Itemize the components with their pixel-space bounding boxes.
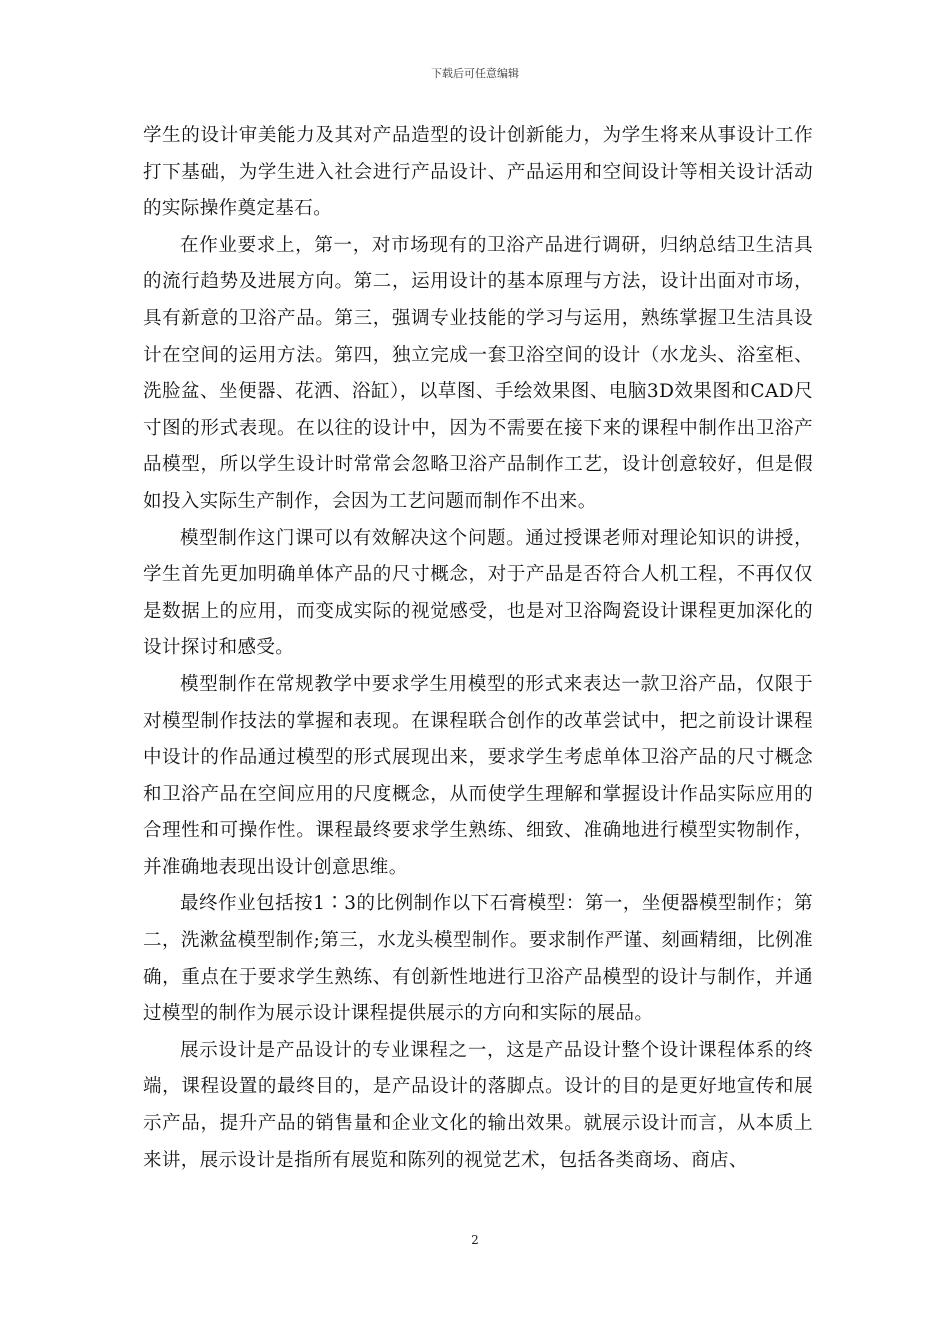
paragraph-1: 学生的设计审美能力及其对产品造型的设计创新能力，为学生将来从事设计工作打下基础，为学生进入社会进行产品设计、产品运用和空间设计等相关设计活动的实际操作奠定基石。 xyxy=(143,125,813,220)
paragraph-4: 模型制作在常规教学中要求学生用模型的形式来表达一款卫浴产品，仅限于对模型制作技法的掌握和表现。在课程联合创作的改革尝试中，把之前设计课程中设计的作品通过模型的形式展现出来，要求学生考虑单体卫浴产品的尺寸概念和卫浴产品在空间应用的尺度概念，从而使学生理解和掌握设计作品实际应用的合理性和可操作性。课程最终要求学生熟练、细致、准确地进行模型实物制作，并准确地表现出设计创意思维。 xyxy=(143,673,813,878)
paragraph-2: 在作业要求上，第一，对市场现有的卫浴产品进行调研，归纳总结卫生洁具的流行趋势及进展方向。第二，运用设计的基本原理与方法，设计出面对市场，具有新意的卫浴产品。第三，强调专业技能的学习与运用，熟练掌握卫生洁具设计在空间的运用方法。第四，独立完成一套卫浴空间的设计（水龙头、浴室柜、洗脸盆、坐便器、花洒、浴缸），以草图、手绘效果图、电脑3D效果图和CAD尺寸图的形式表现。在以往的设计中，因为不需要在接下来的课程中制作出卫浴产品模型，所以学生设计时常常会忽略卫浴产品制作工艺，设计创意较好，但是假如投入实际生产制作，会因为工艺问题而制作不出来。 xyxy=(143,234,813,512)
paragraph-3: 模型制作这门课可以有效解决这个问题。通过授课老师对理论知识的讲授，学生首先更加明确单体产品的尺寸概念，对于产品是否符合人机工程，不再仅仅是数据上的应用，而变成实际的视觉感受，也是对卫浴陶瓷设计课程更加深化的设计探讨和感受。 xyxy=(143,527,813,659)
paragraph-5: 最终作业包括按1∶3的比例制作以下石膏模型：第一，坐便器模型制作；第二，洗漱盆模型制作;第三，水龙头模型制作。要求制作严谨、刻画精细，比例准确，重点在于要求学生熟练、有创新性地进行卫浴产品模型的设计与制作，并通过模型的制作为展示设计课程提供展示的方向和实际的展品。 xyxy=(143,893,813,1025)
page-header: 下载后可任意编辑 xyxy=(431,67,519,80)
page-number: 2 xyxy=(471,1233,479,1247)
paragraph-6: 展示设计是产品设计的专业课程之一，这是产品设计整个设计课程体系的终端，课程设置的最终目的，是产品设计的落脚点。设计的目的是更好地宣传和展示产品，提升产品的销售量和企业文化的输出效果。就展示设计而言，从本质上来讲，展示设计是指所有展览和陈列的视觉艺术，包括各类商场、商店、 xyxy=(143,1039,813,1171)
body-text xyxy=(143,118,813,1179)
